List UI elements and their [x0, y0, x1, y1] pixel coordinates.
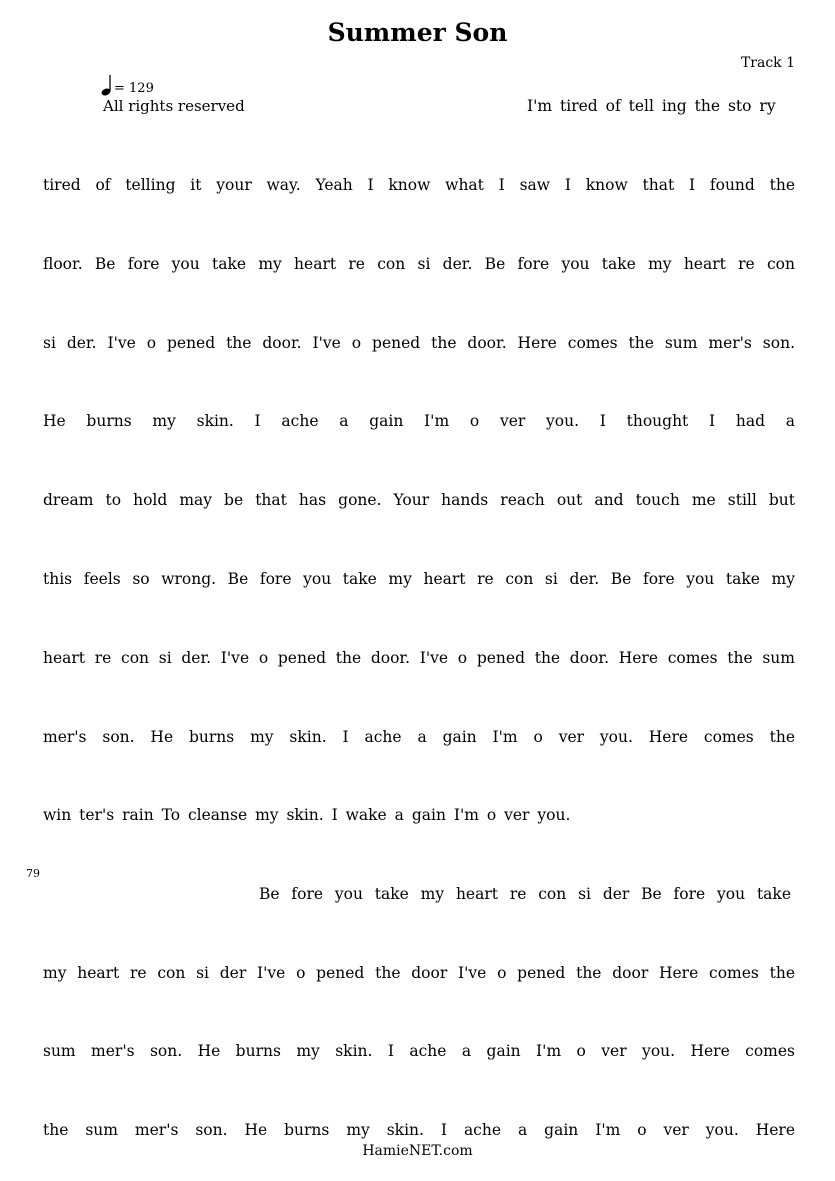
lyric-line-14: the sum mer's son. He burns my skin. I ache a gain I'm o ver you. Here: [43, 1121, 795, 1139]
tempo-value: = 129: [114, 81, 154, 96]
tempo-marking: [100, 74, 154, 96]
lyric-line-6: dream to hold may be that has gone. Your hands reach out and touch me still but: [43, 491, 795, 509]
lyric-line-3: floor. Be fore you take my heart re con si der. Be fore you take my heart re con: [43, 255, 795, 273]
footer-site: HamieNET.com: [362, 1143, 473, 1159]
lyric-line-13: sum mer's son. He burns my skin. I ache a gain I'm o ver you. Here comes: [43, 1042, 795, 1060]
lyric-line-11: Be fore you take my heart re con si der Be fore you take: [259, 885, 791, 903]
quarter-note-icon: [100, 74, 112, 96]
bar-number: 79: [26, 867, 40, 880]
lyric-line-8: heart re con si der. I've o pened the door. I've o pened the door. Here comes the sum: [43, 649, 795, 667]
lyric-line-12: my heart re con si der I've o pened the door I've o pened the door Here comes the: [43, 964, 795, 982]
lyric-line-10: win ter's rain To cleanse my skin. I wake a gain I'm o ver you.: [43, 806, 571, 824]
lyric-line-5: He burns my skin. I ache a gain I'm o ver you. I thought I had a: [43, 412, 795, 430]
track-label: Track 1: [740, 55, 795, 71]
lyric-line-7: this feels so wrong. Be fore you take my heart re con si der. Be fore you take my: [43, 570, 795, 588]
lyric-line-1: I'm tired of tell ing the sto ry: [527, 97, 776, 115]
lyric-line-9: mer's son. He burns my skin. I ache a gain I'm o ver you. Here comes the: [43, 728, 795, 746]
lyric-line-2: tired of telling it your way. Yeah I know what I saw I know that I found the: [43, 176, 795, 194]
lyric-line-4: si der. I've o pened the door. I've o pened the door. Here comes the sum mer's son.: [43, 334, 795, 352]
song-title: Summer Son: [327, 18, 508, 47]
copyright-text: All rights reserved: [103, 97, 245, 115]
